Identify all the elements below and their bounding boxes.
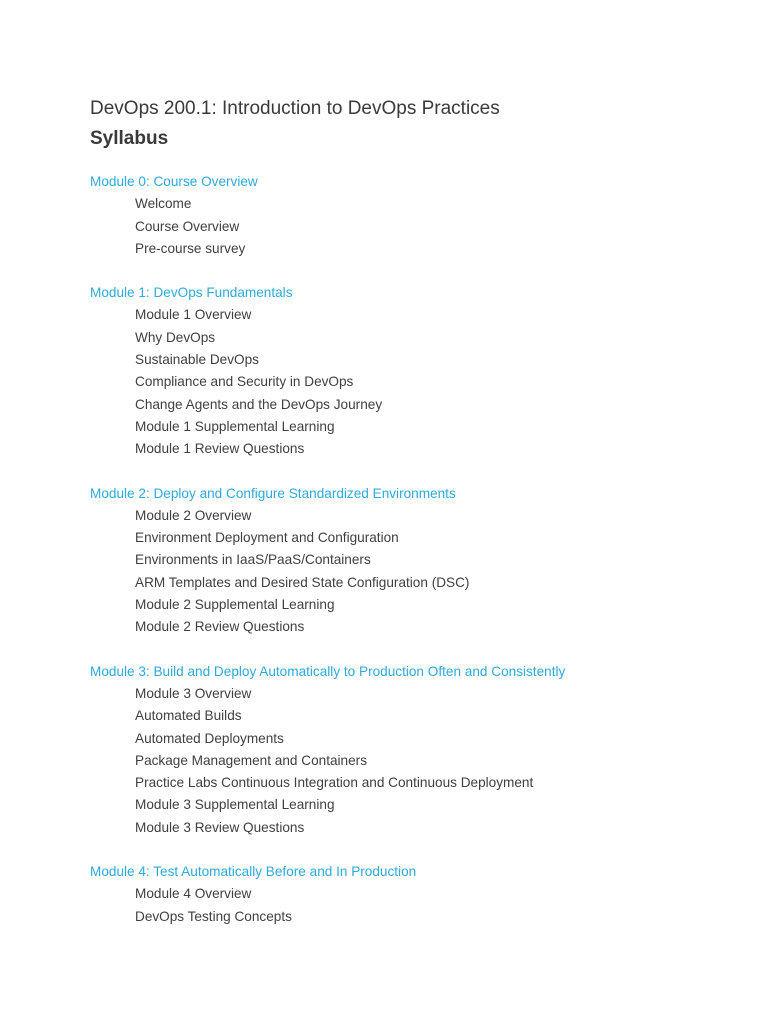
module-item: Environments in IaaS/PaaS/Containers [135,552,371,568]
module-item: Compliance and Security in DevOps [135,374,354,390]
module-item: Module 2 Supplemental Learning [135,597,335,613]
module-item: Module 3 Supplemental Learning [135,797,335,813]
module-1-section [90,282,750,460]
module-heading: Module 4: Test Automatically Before and In Production [90,864,417,880]
module-item: Why DevOps [135,329,216,345]
module-item: Module 1 Supplemental Learning [135,418,335,434]
module-item: Sustainable DevOps [135,352,259,368]
module-item: ARM Templates and Desired State Configuration (DSC) [135,574,470,590]
module-item: Welcome [135,196,192,212]
module-heading: Module 0: Course Overview [90,174,258,189]
module-item: Change Agents and the DevOps Journey [135,396,383,412]
module-item: Package Management and Containers [135,752,367,768]
module-item: Course Overview [135,218,240,234]
module-item: Practice Labs Continuous Integration and Continuous Deployment [135,775,534,791]
document-title: DevOps 200.1: Introduction to DevOps Practices [90,98,500,119]
module-item-list [90,193,750,260]
module-3-section [90,661,750,839]
module-0-section [90,171,750,260]
module-item: DevOps Testing Concepts [135,908,292,924]
module-item: Pre-course survey [135,240,246,256]
module-item-list [90,304,750,460]
module-item: Module 2 Overview [135,507,252,523]
module-item: Module 3 Review Questions [135,819,305,835]
module-item: Environment Deployment and Configuration [135,530,399,546]
module-item-list [90,883,750,928]
module-item: Automated Deployments [135,730,284,746]
syllabus-page [90,94,750,950]
document-subtitle: Syllabus [90,128,169,149]
module-item: Module 2 Review Questions [135,619,305,635]
module-item: Module 1 Review Questions [135,441,305,457]
module-4-section [90,861,750,928]
module-item: Module 1 Overview [135,307,252,323]
module-item-list [90,505,750,639]
module-item: Module 3 Overview [135,685,252,701]
module-heading: Module 1: DevOps Fundamentals [90,285,293,301]
module-2-section [90,483,750,639]
module-item: Module 4 Overview [135,886,252,902]
module-item: Automated Builds [135,708,242,724]
module-heading: Module 3: Build and Deploy Automatically to Production Often and Consistently [90,663,566,679]
module-heading: Module 2: Deploy and Configure Standardized Environments [90,485,456,501]
module-item-list [90,683,750,839]
